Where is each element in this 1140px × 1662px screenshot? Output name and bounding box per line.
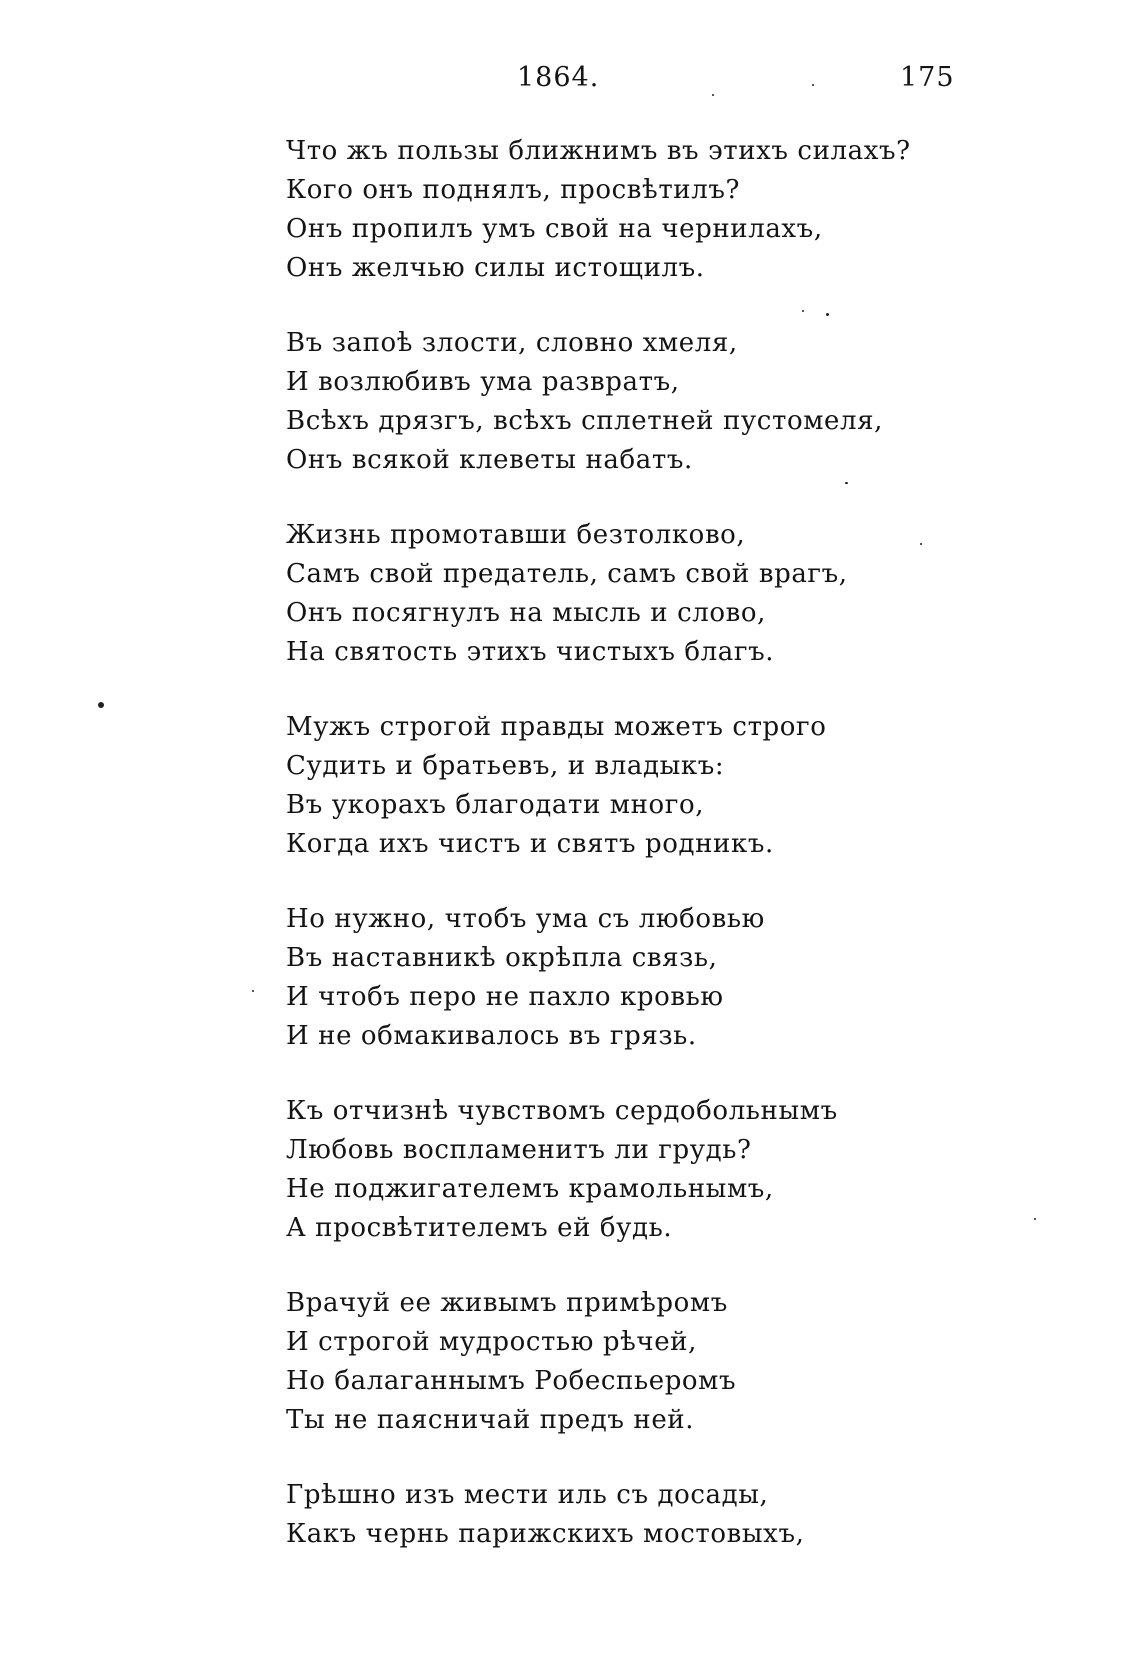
verse-line: Онъ желчью силы истощилъ.	[286, 253, 705, 283]
stanza	[286, 1284, 1066, 1440]
verse-line: Кого онъ поднялъ, просвѣтилъ?	[286, 175, 741, 205]
verse-line: Онъ всякой клеветы набатъ.	[286, 445, 693, 475]
verse-line: Врачуй ее живымъ примѣромъ	[286, 1288, 728, 1318]
page-header	[0, 62, 1140, 102]
scan-speck	[920, 543, 922, 545]
verse-line: Онъ посягнулъ на мысль и слово,	[286, 598, 766, 628]
verse-line: Къ отчизнѣ чувствомъ сердобольнымъ	[286, 1096, 838, 1126]
verse-line: Но нужно, чтобъ ума съ любовью	[286, 904, 765, 934]
verse-line: Судить и братьевъ, и владыкъ:	[286, 751, 725, 781]
verse-line: Всѣхъ дрязгъ, всѣхъ сплетней пустомеля,	[286, 406, 883, 436]
verse-line: Ты не паясничай предъ ней.	[286, 1405, 695, 1435]
scan-speck	[812, 84, 814, 86]
poem-body	[286, 132, 1066, 1590]
verse-line: Въ наставникѣ окрѣпла связь,	[286, 943, 718, 973]
verse-line: Но балаганнымъ Робеспьеромъ	[286, 1366, 737, 1396]
verse-line: И строгой мудростью рѣчей,	[286, 1327, 697, 1357]
verse-line: И чтобъ перо не пахло кровью	[286, 982, 724, 1012]
scan-speck	[1034, 1218, 1036, 1220]
verse-line: Въ укорахъ благодати много,	[286, 790, 705, 820]
stanza	[286, 132, 1066, 288]
verse-line: Какъ чернь парижскихъ мостовыхъ,	[286, 1519, 805, 1549]
verse-line: Что жъ пользы ближнимъ въ этихъ силахъ?	[286, 136, 911, 166]
stanza	[286, 516, 1066, 672]
verse-line: Самъ свой предатель, самъ свой врагъ,	[286, 559, 848, 589]
scan-speck	[826, 313, 829, 316]
running-head-year: 1864.	[517, 62, 600, 93]
scan-speck	[845, 482, 848, 484]
stanza	[286, 1092, 1066, 1248]
stanza	[286, 708, 1066, 864]
verse-line: И не обмакивалось въ грязь.	[286, 1021, 697, 1051]
scan-speck	[712, 94, 714, 96]
verse-line: Грѣшно изъ мести иль съ досады,	[286, 1480, 769, 1510]
page-number: 175	[900, 62, 955, 93]
verse-line: Любовь воспламенитъ ли грудь?	[286, 1135, 752, 1165]
verse-line: А просвѣтителемъ ей будь.	[286, 1213, 673, 1243]
verse-line: Жизнь промотавши безтолково,	[286, 520, 746, 550]
verse-line: Онъ пропилъ умъ свой на чернилахъ,	[286, 214, 823, 244]
scan-speck	[252, 990, 254, 992]
verse-line: Не поджигателемъ крамольнымъ,	[286, 1174, 774, 1204]
verse-line: Въ запоѣ злости, словно хмеля,	[286, 328, 738, 358]
scan-speck	[802, 310, 804, 312]
verse-line: Когда ихъ чистъ и святъ родникъ.	[286, 829, 774, 859]
scan-speck	[98, 702, 104, 708]
stanza	[286, 1476, 1066, 1554]
verse-line: На святость этихъ чистыхъ благъ.	[286, 637, 775, 667]
verse-line: И возлюбивъ ума развратъ,	[286, 367, 680, 397]
stanza	[286, 324, 1066, 480]
stanza	[286, 900, 1066, 1056]
verse-line: Мужъ строгой правды можетъ строго	[286, 712, 827, 742]
